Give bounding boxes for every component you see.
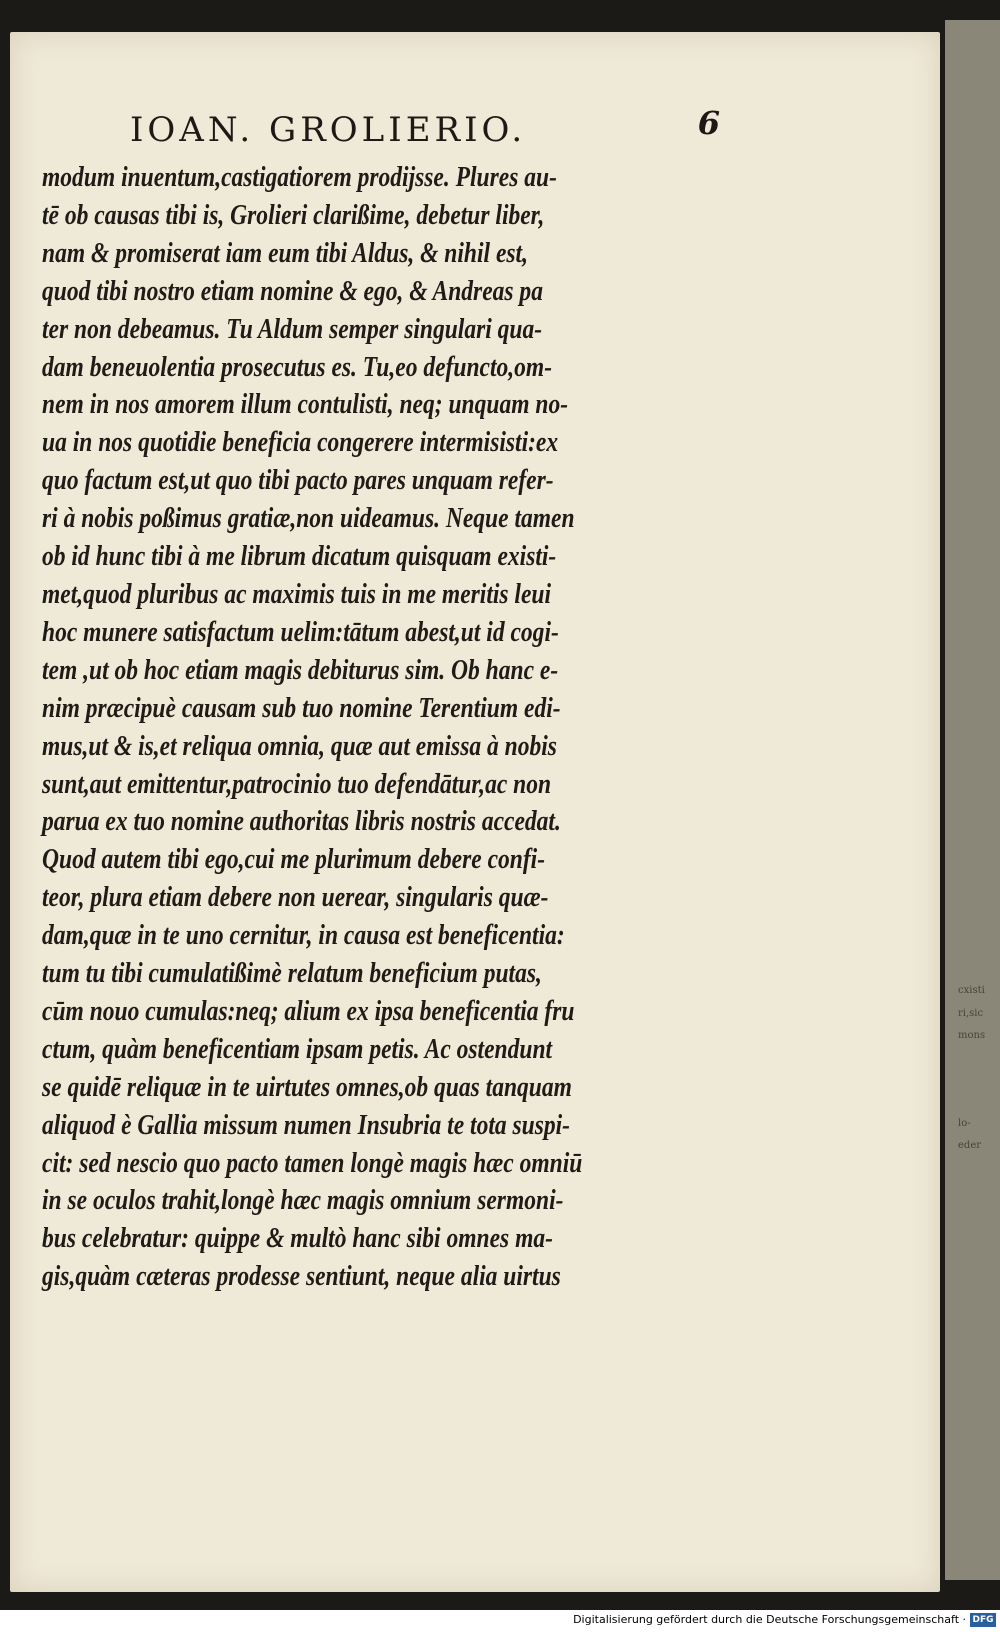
facing-page-edge: [945, 20, 1000, 1580]
text-line: ob id hunc tibi à me librum dicatum quisquam existi-: [42, 541, 557, 573]
text-line: nam & promiserat iam eum tibi Aldus, & nihil est,: [42, 237, 528, 269]
funding-notice: Digitalisierung gefördert durch die Deutsche Forschungsgemeinschaft ·: [573, 1613, 966, 1626]
facing-page-fragment: lo-: [958, 1118, 971, 1129]
digitization-footer: [0, 1610, 1000, 1632]
text-line: tum tu tibi cumulatißimè relatum beneficium putas,: [42, 958, 542, 990]
facing-page-fragment: mons: [958, 1030, 986, 1041]
page-content: [10, 32, 940, 1592]
page-number: 6: [697, 104, 720, 142]
dfg-logo: DFG: [970, 1613, 996, 1627]
facing-page-fragment: eder: [958, 1140, 982, 1151]
body-text: [42, 159, 722, 1296]
text-line: se quidē reliquæ in te uirtutes omnes,ob quas tanquam: [42, 1071, 572, 1103]
text-line: quo factum est,ut quo tibi pacto pares unquam refer-: [42, 465, 554, 497]
text-line: bus celebratur: quippe & multò hanc sibi omnes ma-: [42, 1223, 553, 1255]
text-line: tem ,ut ob hoc etiam magis debiturus sim. Ob hanc e-: [42, 654, 559, 686]
text-line: ri à nobis poßimus gratiæ,non uideamus. Neque tamen: [42, 503, 575, 535]
text-line: gis,quàm cæteras prodesse sentiunt, neque alia uirtus: [42, 1261, 561, 1293]
facing-page-fragment: cxisti: [958, 985, 985, 996]
text-line: teor, plura etiam debere non uerear, singularis quæ-: [42, 882, 549, 914]
text-line: ua in nos quotidie beneficia congerere intermisisti:ex: [42, 427, 559, 459]
text-line: cit: sed nescio quo pacto tamen longè magis hæc omniū: [42, 1147, 583, 1179]
book-page: [10, 32, 940, 1592]
text-line: aliquod è Gallia missum numen Insubria te tota suspi-: [42, 1109, 571, 1141]
text-line: nem in nos amorem illum contulisti, neq; unquam no-: [42, 389, 569, 421]
text-line: ter non debeamus. Tu Aldum semper singulari qua-: [42, 313, 543, 345]
text-line: ctum, quàm beneficentiam ipsam petis. Ac ostendunt: [42, 1033, 553, 1065]
text-line: Quod autem tibi ego,cui me plurimum debere confi-: [42, 844, 546, 876]
text-line: tē ob causas tibi is, Grolieri clarißime, debetur liber,: [42, 199, 545, 231]
facing-page-fragment: ri,sic: [958, 1008, 984, 1019]
text-line: cūm nouo cumulas:neq; alium ex ipsa beneficentia fru: [42, 995, 575, 1027]
text-line: modum inuentum,castigatiorem prodijsse. Plures au-: [42, 162, 557, 193]
text-line: mus,ut & is,et reliqua omnia, quæ aut emissa à nobis: [42, 730, 557, 762]
text-line: hoc munere satisfactum uelim:tātum abest,ut id cogi-: [42, 616, 559, 648]
text-line: sunt,aut emittentur,patrocinio tuo defendātur,ac non: [42, 768, 552, 800]
text-line: quod tibi nostro etiam nomine & ego, & Andreas pa: [42, 275, 543, 307]
text-line: nim præcipuè causam sub tuo nomine Terentium edi-: [42, 692, 561, 724]
running-head-title: IOAN. GROLIERIO.: [130, 110, 527, 150]
text-line: in se oculos trahit,longè hæc magis omnium sermoni-: [42, 1185, 564, 1217]
text-line: met,quod pluribus ac maximis tuis in me meritis leui: [42, 578, 552, 610]
text-line: parua ex tuo nomine authoritas libris nostris accedat.: [42, 806, 561, 838]
text-line: dam,quæ in te uno cernitur, in causa est beneficentia:: [42, 920, 565, 952]
text-line: dam beneuolentia prosecutus es. Tu,eo defuncto,om-: [42, 351, 553, 383]
